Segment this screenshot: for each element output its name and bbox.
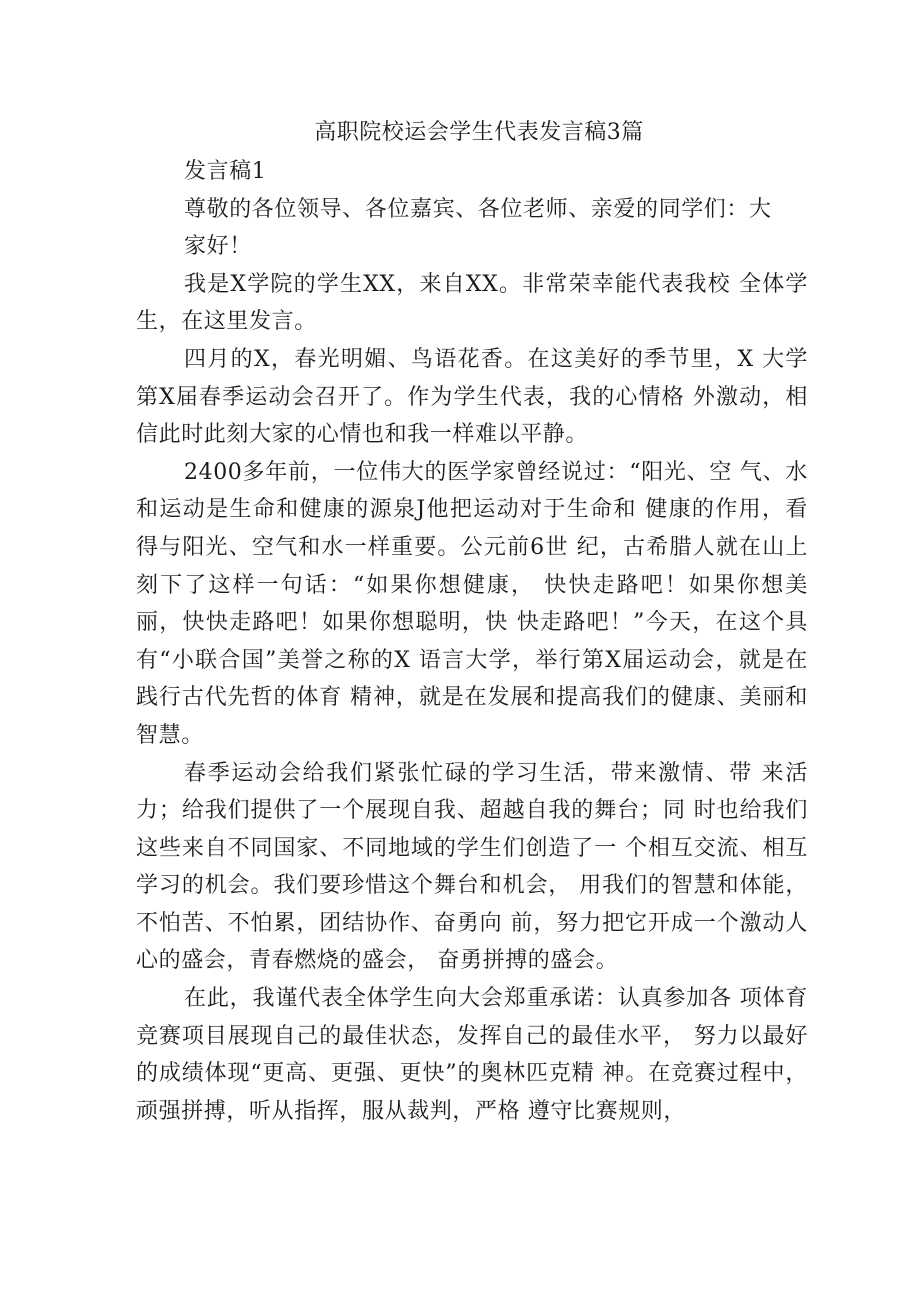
paragraph-4: 春季运动会给我们紧张忙碌的学习生活，带来激情、带 来活力；给我们提供了一个展现自我、超越自我的舞台；同 时也给我们这些来自不同国家、不同地域的学生们创造了一 个相互交流、相互学习的机会。我们要珍惜这个舞台和机会， 用我们的智慧和体能，不怕苦、不怕累，团结协作、奋勇向 前，努力把它开成一个激动人心的盛会，青春燃烧的盛会， 奋勇拼搏的盛会。 bbox=[136, 760, 808, 974]
salutation-continued: 家好！ bbox=[184, 234, 252, 260]
paragraph-2: 四月的X，春光明媚、鸟语花香。在这美好的季节里，X 大学第X届春季运动会召开了。作为学生代表，我的心情格 外激动，相信此时此刻大家的心情也和我一样难以平静。 bbox=[136, 346, 808, 448]
salutation: 尊敬的各位领导、各位嘉宾、各位老师、亲爱的同学们：大 bbox=[184, 196, 772, 222]
paragraph-5: 在此，我谨代表全体学生向大会郑重承诺：认真参加各 项体育竞赛项目展现自己的最佳状态，发挥自己的最佳水平， 努力以最好的成绩体现“更高、更强、更快”的奥林匹克精 神。在竞赛过程中，顽强拼搏，听从指挥，服从裁判，严格 遵守比赛规则， bbox=[136, 986, 808, 1124]
paragraph-3: 2400多年前，一位伟大的医学家曾经说过：“阳光、空 气、水和运动是生命和健康的源泉J他把运动对于生命和 健康的作用，看得与阳光、空气和水一样重要。公元前6世 纪，古希腊人就在山上刻下了这样一句话：“如果你想健康， 快快走路吧！如果你想美丽，快快走路吧！如果你想聪明，快 快走路吧！”今天，在这个具有“小联合国”美誉之称的X 语言大学，举行第X届运动会，就是在践行古代先哲的体育 精神，就是在发展和提高我们的健康、美丽和智慧。 bbox=[136, 459, 808, 748]
document-title: 高职院校运会学生代表发言稿3篇 bbox=[314, 120, 644, 145]
paragraph-1: 我是X学院的学生XX，来自XX。非常荣幸能代表我校 全体学生，在这里发言。 bbox=[136, 271, 808, 335]
section-heading: 发言稿1 bbox=[184, 159, 267, 184]
